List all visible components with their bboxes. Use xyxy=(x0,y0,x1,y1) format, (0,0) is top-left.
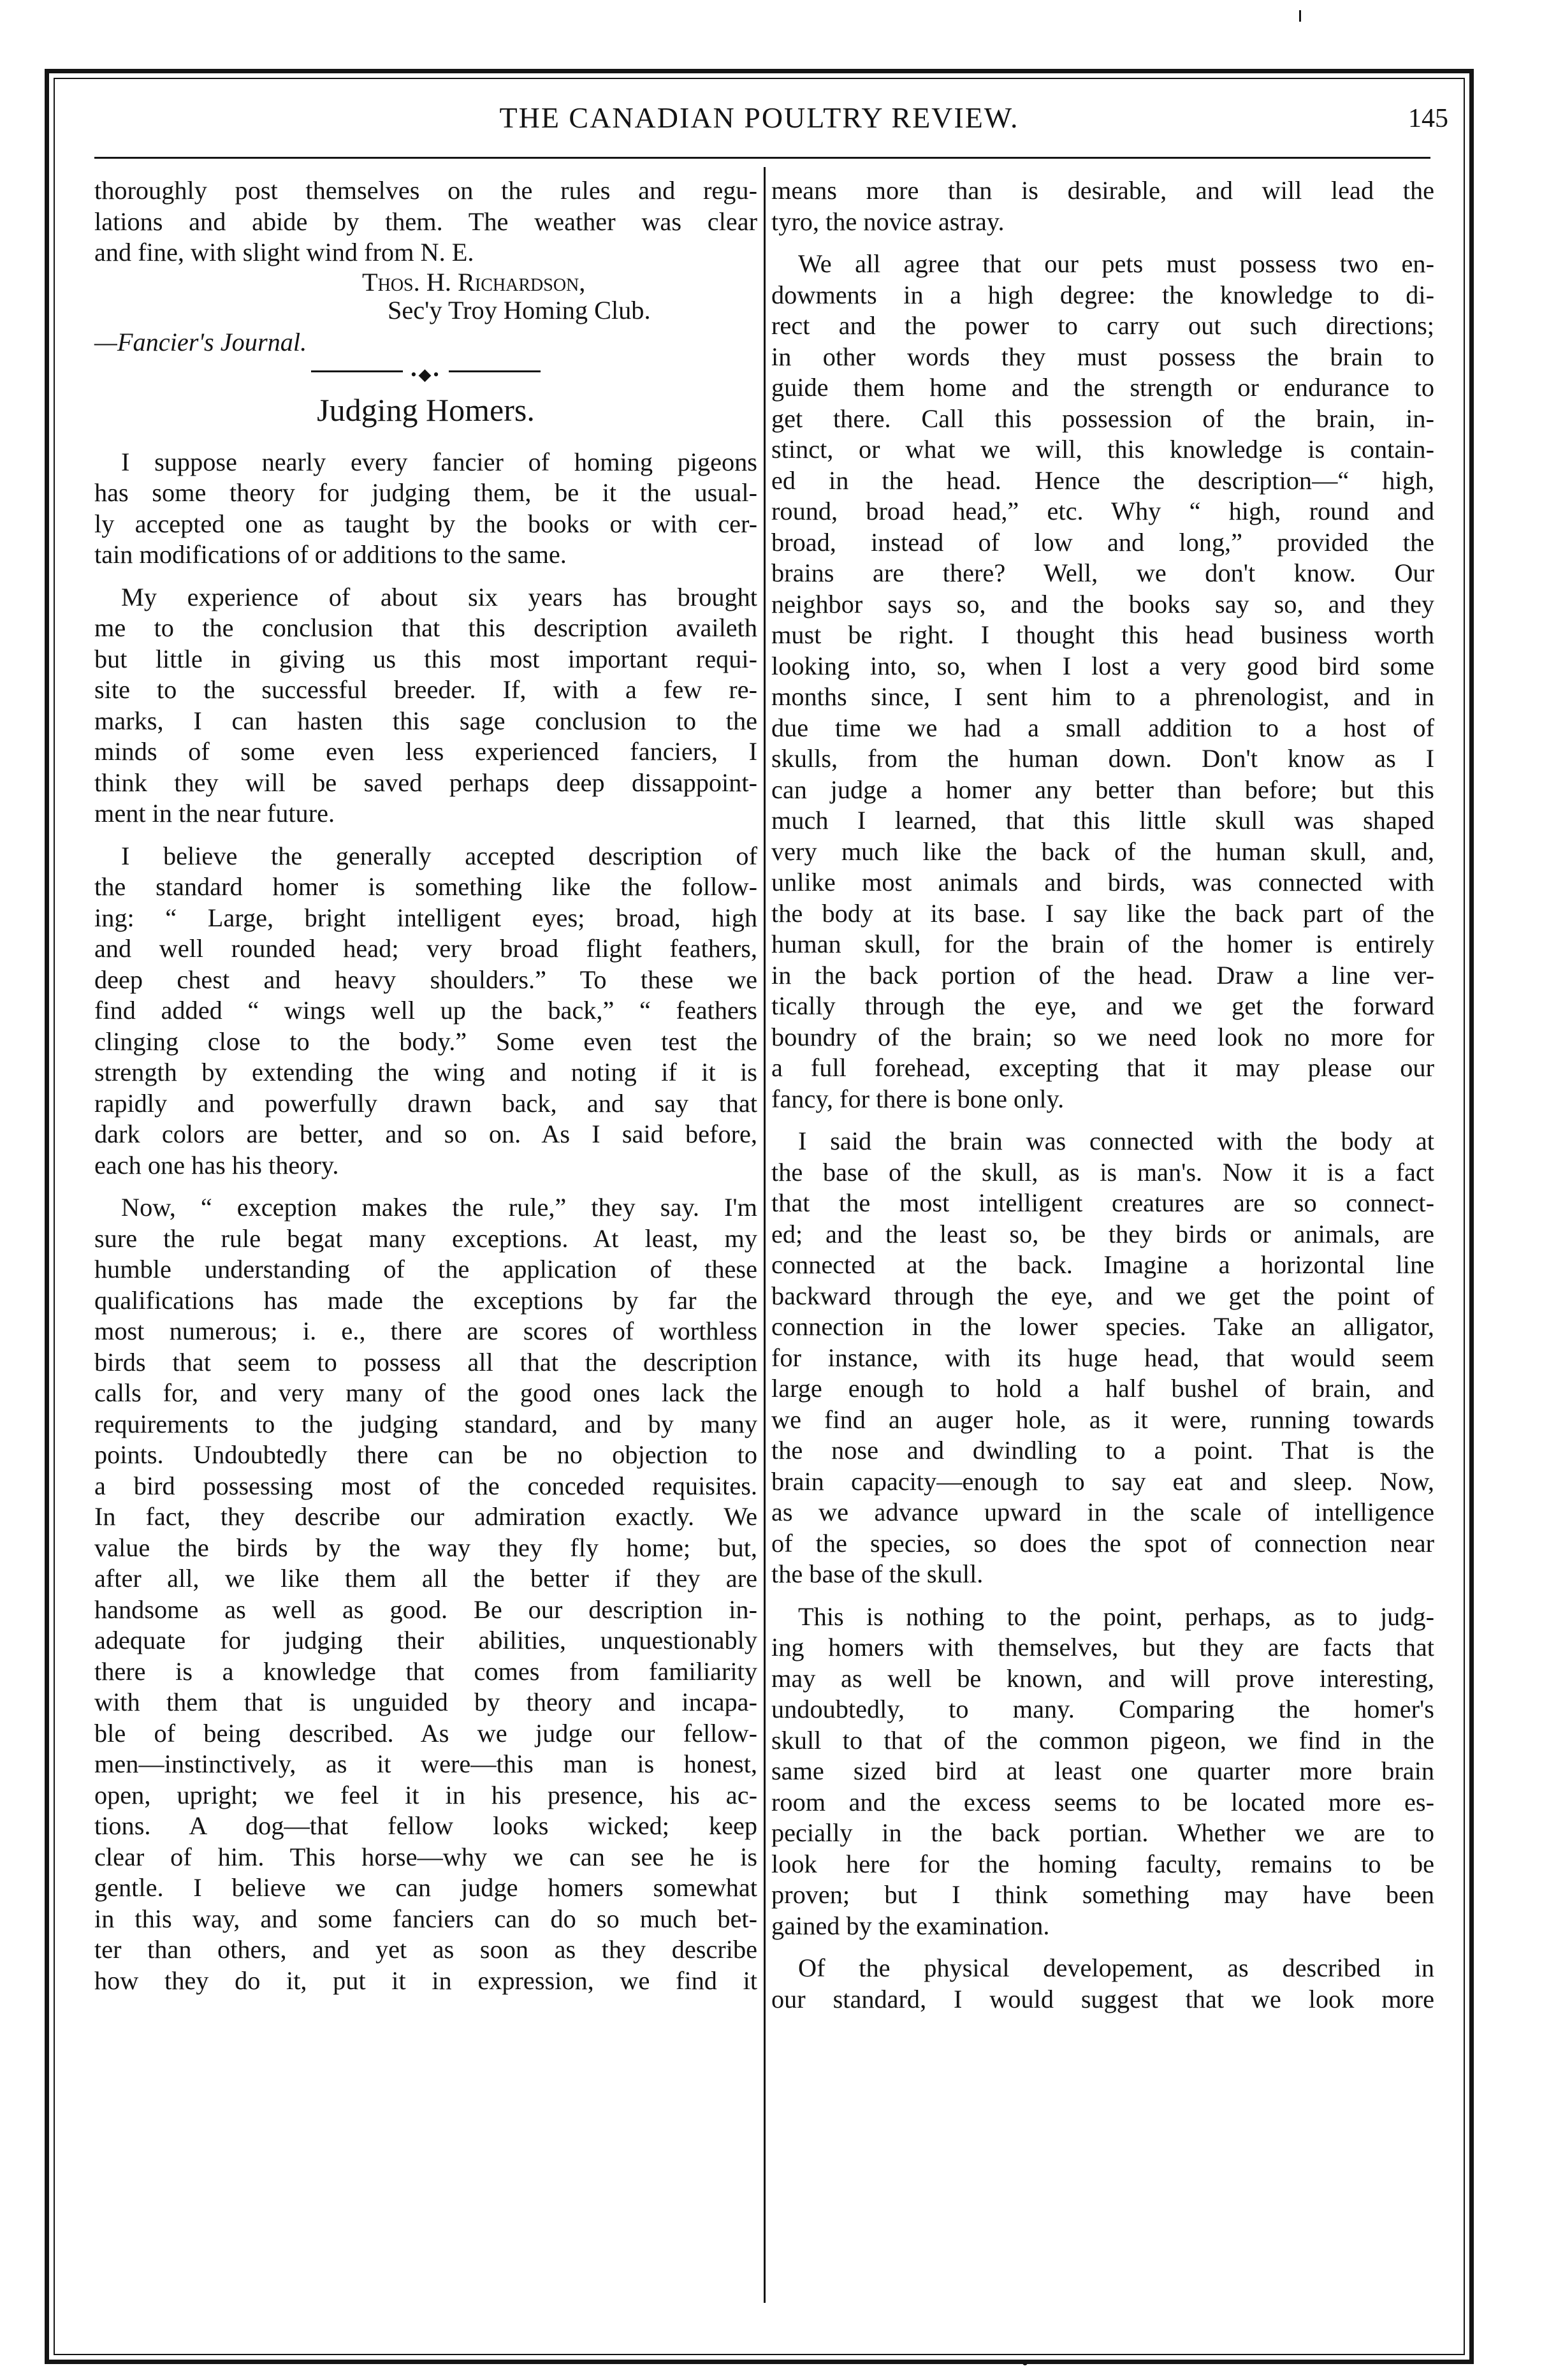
text-line: room and the excess seems to be located more es- xyxy=(771,1787,1434,1816)
paragraph-gap xyxy=(94,829,757,841)
text-line: thoroughly post themselves on the rules and regu- xyxy=(94,176,757,205)
text-line: I suppose nearly every fancier of homing pigeons xyxy=(121,447,757,476)
source-credit: —Fancier's Journal. xyxy=(94,327,307,356)
text-line: a bird possessing most of the conceded requisites. xyxy=(94,1471,757,1500)
text-line: minds of some even less experienced fanciers, I xyxy=(94,737,757,766)
text-line: much I learned, that this little skull was shaped xyxy=(771,806,1434,835)
text-line: in the back portion of the head. Draw a line ver- xyxy=(771,960,1434,989)
section-ornament xyxy=(94,356,757,387)
text-line: skulls, from the human down. Don't know as I xyxy=(771,744,1434,773)
text-line: birds that seem to possess all that the description xyxy=(94,1347,757,1376)
text-line: handsome as well as good. Be our description in- xyxy=(94,1595,757,1624)
text-line: with them that is unguided by theory and incapa- xyxy=(94,1688,757,1716)
text-line: tain modifications of or additions to the same. xyxy=(94,540,567,569)
text-line: tically through the eye, and we get the forward xyxy=(771,991,1434,1020)
text-line: find added “ wings well up the back,” “ feathers xyxy=(94,996,757,1025)
paragraph xyxy=(94,1192,757,1996)
text-line: I believe the generally accepted description of xyxy=(121,841,757,870)
text-line: ble of being described. As we judge our fellow- xyxy=(94,1718,757,1748)
text-line: connection in the lower species. Take an alligator, xyxy=(771,1312,1434,1341)
text-line: clear of him. This horse—why we can see he is xyxy=(94,1842,757,1871)
text-line: think they will be saved perhaps deep dissappoint- xyxy=(94,768,757,797)
paragraph xyxy=(771,249,1434,1114)
previous-article-ending xyxy=(94,175,757,268)
text-line: This is nothing to the point, perhaps, as to judg- xyxy=(798,1602,1434,1631)
text-line: qualifications has made the exceptions by far the xyxy=(94,1285,757,1315)
text-line: months since, I sent him to a phrenologist, and in xyxy=(771,682,1434,711)
paragraph-gap xyxy=(771,1941,1434,1953)
text-line: tyro, the novice astray. xyxy=(771,207,1005,236)
text-line: rect and the power to carry out such directions; xyxy=(771,311,1434,340)
text-line: marks, I can hasten this sage conclusion to the xyxy=(94,706,757,735)
text-line: ing homers with themselves, but they are facts that xyxy=(771,1633,1434,1661)
signature-role: Sec'y Troy Homing Club. xyxy=(388,295,651,325)
article-body-left xyxy=(94,447,757,1997)
text-line: me to the conclusion that this description availeth xyxy=(94,613,757,642)
text-line: after all, we like them all the better if they are xyxy=(94,1564,757,1593)
text-line: fancy, for there is bone only. xyxy=(771,1084,1065,1113)
text-line: our standard, I would suggest that we look more xyxy=(771,1984,1434,2013)
text-line: skull to that of the common pigeon, we find in the xyxy=(771,1725,1434,1755)
text-line: the body at its base. I say like the back part of the xyxy=(771,898,1434,928)
text-line: ed; and the least so, be they birds or animals, are xyxy=(771,1219,1434,1248)
right-column xyxy=(771,175,1434,2015)
text-line: same sized bird at least one quarter more brain xyxy=(771,1756,1434,1785)
text-line: brains are there? Well, we don't know. Our xyxy=(771,558,1434,587)
text-line: We all agree that our pets must possess two en- xyxy=(798,249,1434,278)
text-line: very much like the back of the human skull, and, xyxy=(771,836,1434,866)
paragraph xyxy=(771,1953,1434,2015)
article-title: Judging Homers. xyxy=(317,391,535,428)
text-line: that the most intelligent creatures are so connect- xyxy=(771,1188,1434,1217)
text-line: proven; but I think something may have been xyxy=(771,1880,1434,1909)
text-line: the nose and dwindling to a point. That is the xyxy=(771,1436,1434,1464)
text-line: gentle. I believe we can judge homers somewhat xyxy=(94,1873,757,1902)
text-line: but little in giving us this most important requi- xyxy=(94,644,757,673)
text-line: in other words they must possess the brain to xyxy=(771,342,1434,371)
article-body-right xyxy=(771,175,1434,2015)
text-line: due time we had a small addition to a host of xyxy=(771,713,1434,742)
text-line: round, broad head,” etc. Why “ high, round and xyxy=(771,497,1434,525)
text-line: ly accepted one as taught by the books or with cer- xyxy=(94,509,757,538)
page-speck xyxy=(1022,2360,1028,2365)
text-line: of the species, so does the spot of connection near xyxy=(771,1528,1434,1558)
text-line: as we advance upward in the scale of intelligence xyxy=(771,1498,1434,1526)
text-line: tions. A dog—that fellow looks wicked; keep xyxy=(94,1811,757,1840)
text-line: calls for, and very many of the good ones lack the xyxy=(94,1378,757,1407)
text-line: neighbor says so, and the books say so, and they xyxy=(771,589,1434,618)
header-rule xyxy=(94,157,1430,159)
text-line: must be right. I thought this head business worth xyxy=(771,620,1434,649)
page-number: 145 xyxy=(1408,104,1448,133)
text-line: has some theory for judging them, be it the usual- xyxy=(94,478,757,507)
text-line: there is a knowledge that comes from familiarity xyxy=(94,1656,757,1686)
text-line: clinging close to the body.” Some even test the xyxy=(94,1026,757,1056)
text-line: the standard homer is something like the follow- xyxy=(94,872,757,901)
text-line: large enough to hold a half bushel of brain, and xyxy=(771,1374,1434,1403)
text-line: value the birds by the way they fly home; but, xyxy=(94,1533,757,1562)
text-line: lations and abide by them. The weather was clear xyxy=(94,207,757,236)
text-line: ment in the near future. xyxy=(94,799,335,828)
text-line: dark colors are better, and so on. As I said before, xyxy=(94,1120,757,1148)
text-line: connected at the back. Imagine a horizontal line xyxy=(771,1250,1434,1279)
text-line: boundry of the brain; so we need look no more for xyxy=(771,1022,1434,1051)
text-line: points. Undoubtedly there can be no objection to xyxy=(94,1440,757,1469)
text-line: My experience of about six years has brought xyxy=(121,582,757,611)
text-line: requirements to the judging standard, and by many xyxy=(94,1409,757,1438)
text-line: get there. Call this possession of the brain, in- xyxy=(771,404,1434,433)
ornament-glyph: •◆• xyxy=(403,361,448,389)
text-line: ing: “ Large, bright intelligent eyes; broad, high xyxy=(94,903,757,932)
journal-title: THE CANADIAN POULTRY REVIEW. xyxy=(499,101,1019,134)
text-line: Of the physical developement, as described in xyxy=(798,1953,1434,1982)
text-line: guide them home and the strength or endurance to xyxy=(771,373,1434,402)
paragraph-gap xyxy=(771,1114,1434,1126)
running-header xyxy=(54,96,1465,147)
text-line: broad, instead of low and long,” provided the xyxy=(771,527,1434,557)
text-line: each one has his theory. xyxy=(94,1150,339,1179)
text-line: strength by extending the wing and noting if it is xyxy=(94,1058,757,1086)
text-line: undoubtedly, to many. Comparing the homer's xyxy=(771,1695,1434,1723)
text-line: a full forehead, excepting that it may please our xyxy=(771,1053,1434,1082)
text-line: humble understanding of the application of these xyxy=(94,1255,757,1283)
text-line: I said the brain was connected with the body at xyxy=(798,1127,1434,1155)
text-line: can judge a homer any better than before; but this xyxy=(771,775,1434,804)
text-line: we find an auger hole, as it were, running towards xyxy=(771,1405,1434,1434)
text-line: Now, “ exception makes the rule,” they say. I'm xyxy=(121,1193,757,1222)
text-line: deep chest and heavy shoulders.” To these we xyxy=(94,965,757,994)
text-line: gained by the examination. xyxy=(771,1911,1050,1940)
paragraph xyxy=(771,175,1434,237)
text-line: may as well be known, and will prove interesting, xyxy=(771,1663,1434,1693)
text-line: the base of the skull, as is man's. Now it is a fact xyxy=(771,1157,1434,1186)
paragraph-gap xyxy=(771,1590,1434,1602)
text-line: looking into, so, when I lost a very good bird some xyxy=(771,651,1434,680)
text-line: ed in the head. Hence the description—“ high, xyxy=(771,465,1434,495)
text-line: pecially in the back portian. Whether we are to xyxy=(771,1818,1434,1847)
text-line: men—instinctively, as it were—this man is honest, xyxy=(94,1749,757,1778)
text-line: in this way, and some fanciers can do so much bet- xyxy=(94,1904,757,1933)
text-line: ter than others, and yet as soon as they describe xyxy=(94,1935,757,1964)
paragraph xyxy=(771,1126,1434,1590)
text-line: brain capacity—enough to say eat and sleep. Now, xyxy=(771,1466,1434,1496)
text-line: unlike most animals and birds, was connected with xyxy=(771,868,1434,896)
text-line: sure the rule begat many exceptions. At least, my xyxy=(94,1223,757,1253)
paragraph-gap xyxy=(771,237,1434,249)
text-line: open, upright; we feel it in his presence, his ac- xyxy=(94,1780,757,1809)
text-line: means more than is desirable, and will lead the xyxy=(771,176,1434,205)
paragraph xyxy=(94,582,757,829)
column-divider xyxy=(764,167,766,2303)
text-line: how they do it, put it in expression, we find it xyxy=(94,1966,757,1995)
left-column xyxy=(94,175,757,1996)
text-line: for instance, with its huge head, that would seem xyxy=(771,1343,1434,1372)
text-line: stinct, or what we will, this knowledge is contain- xyxy=(771,435,1434,464)
text-line: the base of the skull. xyxy=(771,1559,984,1588)
text-line: rapidly and powerfully drawn back, and say that xyxy=(94,1088,757,1118)
paragraph xyxy=(771,1602,1434,1942)
text-line: adequate for judging their abilities, unquestionably xyxy=(94,1626,757,1654)
paragraph xyxy=(94,841,757,1181)
text-line: and well rounded head; very broad flight feathers, xyxy=(94,934,757,963)
text-line: backward through the eye, and we get the point of xyxy=(771,1281,1434,1310)
paragraph-gap xyxy=(94,571,757,582)
text-line: site to the successful breeder. If, with a few re- xyxy=(94,675,757,704)
text-line: look here for the homing faculty, remains to be xyxy=(771,1849,1434,1878)
text-line: In fact, they describe our admiration exactly. We xyxy=(94,1502,757,1531)
signature-name: Thos. H. Richardson, xyxy=(362,267,586,296)
text-line: most numerous; i. e., there are scores of worthless xyxy=(94,1317,757,1345)
text-line: and fine, with slight wind from N. E. xyxy=(94,238,474,266)
text-line: human skull, for the brain of the homer is entirely xyxy=(771,930,1434,958)
paragraph-gap xyxy=(94,1181,757,1192)
text-line: dowments in a high degree: the knowledge to di- xyxy=(771,280,1434,309)
margin-mark xyxy=(1299,10,1301,22)
paragraph xyxy=(94,447,757,571)
